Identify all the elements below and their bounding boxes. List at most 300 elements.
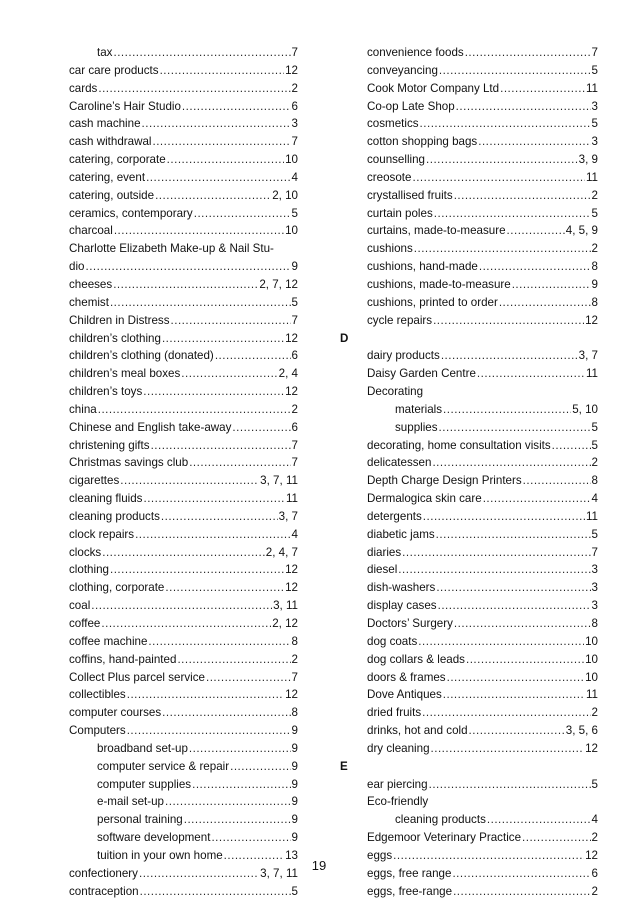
index-term: dried fruits: [367, 706, 422, 720]
index-term: Christmas savings club: [69, 456, 189, 470]
index-subentry: [367, 401, 598, 419]
dot-leader: [85, 258, 290, 276]
index-entry: [367, 365, 598, 383]
index-term: materials: [395, 402, 443, 416]
index-term: Daisy Garden Centre: [367, 367, 476, 381]
dot-leader: [127, 686, 284, 704]
index-term: chemist: [69, 295, 109, 309]
dot-leader: [167, 151, 284, 169]
dot-leader: [232, 419, 290, 437]
index-page-refs: 7: [291, 456, 298, 470]
index-page-refs: 2: [591, 831, 598, 845]
index-term: cards: [69, 81, 98, 95]
dot-leader: [114, 222, 284, 240]
dot-leader: [441, 347, 578, 365]
index-page-refs: 5: [591, 438, 598, 452]
index-term: convenience foods: [367, 46, 464, 59]
index-page-refs: 5: [291, 206, 298, 220]
index-term: ear piercing: [367, 777, 428, 791]
dot-leader: [182, 98, 291, 116]
index-entry: [367, 686, 598, 704]
index-term: christening gifts: [69, 438, 150, 452]
index-entry: [69, 115, 298, 133]
index-page-refs: 6: [291, 349, 298, 363]
index-entry: [367, 44, 598, 62]
index-term: cash withdrawal: [69, 135, 152, 149]
dot-leader: [120, 472, 259, 490]
dot-leader: [478, 133, 590, 151]
index-entry: [69, 365, 298, 383]
index-page-refs: 5: [591, 117, 598, 131]
index-page-refs: 9: [291, 741, 298, 755]
index-entry: [69, 704, 298, 722]
index-term: Dove Antiques: [367, 688, 442, 702]
index-subentry: [69, 758, 298, 776]
index-subentry: [69, 44, 298, 62]
index-page-refs: 8: [291, 706, 298, 720]
index-term: clothing, corporate: [69, 581, 165, 595]
index-page-refs: 8: [591, 260, 598, 274]
index-page-refs: 2: [291, 402, 298, 416]
dot-leader: [423, 508, 585, 526]
dot-leader: [465, 44, 591, 62]
index-entry: [69, 222, 298, 240]
index-entry: [367, 454, 598, 472]
index-term: dry cleaning: [367, 741, 430, 755]
index-entry: [69, 669, 298, 687]
index-page-refs: 12: [285, 63, 298, 77]
index-term: computer service & repair: [97, 759, 230, 773]
index-page-refs: 3, 7: [578, 349, 598, 363]
dot-leader: [436, 579, 590, 597]
index-term: Chinese and English take-away: [69, 420, 232, 434]
dot-leader: [181, 365, 277, 383]
index-entry: [367, 722, 598, 740]
index-page-refs: 10: [585, 652, 598, 666]
dot-leader: [211, 829, 290, 847]
dot-leader: [194, 205, 291, 223]
index-entry: [69, 383, 298, 401]
index-term: clothing: [69, 563, 109, 577]
index-entry: [367, 258, 598, 276]
index-term: cushions: [367, 242, 413, 256]
index-term: coffee: [69, 617, 101, 630]
index-line: Charlotte Elizabeth Make-up & Nail Stu-: [69, 242, 274, 256]
index-entry: [69, 133, 298, 151]
index-page-refs: 2, 4, 7: [265, 545, 298, 559]
index-page-refs: 3: [291, 117, 298, 131]
index-term: Computers: [69, 724, 126, 738]
index-term: Caroline’s Hair Studio: [69, 99, 181, 113]
index-term: supplies: [395, 420, 438, 434]
index-entry: [367, 62, 598, 80]
index-entry: [367, 187, 598, 205]
dot-leader: [162, 704, 290, 722]
index-entry: [367, 740, 598, 758]
dot-leader: [148, 633, 290, 651]
index-page-refs: 3, 11: [273, 599, 298, 613]
index-entry: [367, 669, 598, 687]
index-term: dish-washers: [367, 581, 436, 595]
index-entry: [367, 222, 598, 240]
index-term: delicatessen: [367, 456, 432, 470]
index-page-refs: 8: [591, 617, 598, 630]
index-term: conveyancing: [367, 63, 438, 77]
dot-leader: [434, 205, 591, 223]
index-entry: [69, 633, 298, 651]
index-entry: [367, 544, 598, 562]
index-entry: [69, 579, 298, 597]
dot-leader: [189, 454, 290, 472]
dot-leader: [152, 133, 290, 151]
index-entry: [69, 419, 298, 437]
index-page-refs: 10: [285, 153, 298, 167]
index-subentry: [69, 793, 298, 811]
index-entry: [367, 472, 598, 490]
dot-leader: [143, 383, 284, 401]
index-entry: [69, 686, 298, 704]
index-term: cushions, made-to-measure: [367, 277, 511, 291]
index-entry: [69, 561, 298, 579]
index-term: dog coats: [367, 634, 418, 648]
index-term: Collect Plus parcel service: [69, 670, 205, 684]
index-entry: [69, 330, 298, 348]
index-entry: [69, 651, 298, 669]
index-term: Dermalogica skin care: [367, 492, 482, 506]
index-term: coffins, hand-painted: [69, 652, 177, 666]
index-page-refs: 9: [291, 260, 298, 274]
index-page-refs: 6: [591, 866, 598, 880]
index-term: cigarettes: [69, 474, 120, 488]
index-entry: [367, 633, 598, 651]
index-entry: [367, 98, 598, 116]
index-page-refs: 3, 7, 11: [260, 866, 298, 880]
index-term: software development: [97, 831, 211, 845]
index-term: car care products: [69, 63, 159, 77]
index-term: decorating, home consultation visits: [367, 438, 551, 452]
index-page-refs: 2: [591, 706, 598, 720]
index-entry: [69, 722, 298, 740]
dot-leader: [98, 80, 290, 98]
index-page-refs: 3: [591, 581, 598, 595]
index-term: tuition in your own home: [97, 848, 223, 862]
index-term: detergents: [367, 509, 422, 523]
page-number: 19: [311, 858, 327, 873]
index-page-refs: 7: [291, 135, 298, 149]
index-term: Cook Motor Company Ltd: [367, 81, 500, 95]
index-entry: [69, 151, 298, 169]
dot-leader: [454, 187, 591, 205]
dot-leader: [160, 62, 285, 80]
dot-leader: [140, 883, 291, 901]
dot-leader: [171, 312, 291, 330]
dot-leader: [447, 669, 584, 687]
section-letter-heading: E: [340, 760, 348, 773]
dot-leader: [113, 276, 258, 294]
index-page-refs: 10: [285, 224, 298, 238]
dot-leader: [466, 651, 584, 669]
index-page-refs: 5: [591, 420, 598, 434]
index-term: doors & frames: [367, 670, 446, 684]
index-page-refs: 7: [291, 46, 298, 59]
index-page-refs: 2: [591, 884, 598, 898]
dot-leader: [439, 62, 591, 80]
index-term: cushions, hand-made: [367, 260, 478, 274]
index-page-refs: 3, 5, 6: [565, 724, 598, 738]
index-entry: [69, 437, 298, 455]
dot-leader: [479, 258, 591, 276]
index-term: china: [69, 402, 97, 416]
index-term: cash machine: [69, 117, 141, 131]
index-term: counselling: [367, 153, 426, 167]
index-entry: [69, 454, 298, 472]
index-term: Depth Charge Design Printers: [367, 474, 522, 488]
index-term: coffee machine: [69, 634, 148, 648]
dot-leader: [426, 151, 578, 169]
index-term: computer courses: [69, 706, 162, 720]
dot-leader: [433, 312, 584, 330]
index-page-refs: 11: [585, 170, 598, 184]
index-entry: [69, 615, 298, 633]
index-page-refs: 5: [591, 63, 598, 77]
index-term: contraception: [69, 884, 139, 898]
index-page-refs: 11: [585, 81, 598, 95]
index-page-refs: 5: [591, 527, 598, 541]
index-term: dio: [69, 260, 85, 274]
index-page-refs: 3: [591, 563, 598, 577]
index-term: clocks: [69, 545, 102, 559]
index-page-refs: 8: [291, 634, 298, 648]
index-page-refs: 9: [291, 777, 298, 791]
dot-leader: [432, 454, 590, 472]
index-page-refs: 4: [591, 813, 598, 827]
dot-leader: [523, 472, 591, 490]
index-term: cleaning products: [69, 509, 160, 523]
dot-leader: [436, 526, 591, 544]
index-entry: [69, 276, 298, 294]
index-term: catering, corporate: [69, 153, 166, 167]
index-line: Decorating: [367, 385, 424, 399]
index-page-refs: 10: [585, 634, 598, 648]
index-subentry: [69, 811, 298, 829]
dot-leader: [552, 437, 591, 455]
dot-leader: [499, 294, 591, 312]
dot-leader: [454, 615, 591, 633]
index-page-refs: 2: [591, 188, 598, 202]
dot-leader: [206, 669, 291, 687]
heading-spacer: [367, 758, 598, 776]
index-entry: [69, 347, 298, 365]
index-term: eggs, free-range: [367, 884, 453, 898]
index-page-refs: 7: [291, 313, 298, 327]
index-page-refs: 6: [291, 420, 298, 434]
index-entry: [367, 205, 598, 223]
index-entry: [69, 544, 298, 562]
index-page-refs: 2: [591, 242, 598, 256]
index-term: computer supplies: [97, 777, 192, 791]
dot-leader: [215, 347, 291, 365]
index-entry: [367, 347, 598, 365]
index-term: children’s clothing (donated): [69, 349, 214, 363]
index-page-refs: 7: [291, 670, 298, 684]
index-page-refs: 8: [591, 474, 598, 488]
dot-leader: [113, 44, 290, 62]
index-term: dog collars & leads: [367, 652, 465, 666]
dot-leader: [483, 490, 591, 508]
index-term: Doctors’ Surgery: [367, 617, 453, 630]
index-term: tax: [97, 46, 113, 59]
dot-leader: [230, 758, 290, 776]
index-term: cycle repairs: [367, 313, 433, 327]
index-entry: [69, 883, 298, 901]
index-term: coal: [69, 599, 91, 613]
index-term: children’s toys: [69, 385, 143, 399]
index-page-refs: 7: [291, 438, 298, 452]
index-term: children’s clothing: [69, 331, 161, 345]
index-page-refs: 5: [591, 777, 598, 791]
index-page-refs: 9: [291, 831, 298, 845]
index-term: eggs: [367, 848, 393, 862]
dot-leader: [500, 80, 585, 98]
index-entry: [367, 115, 598, 133]
index-term: Edgemoor Veterinary Practice: [367, 831, 522, 845]
dot-leader: [453, 883, 590, 901]
dot-leader: [151, 437, 291, 455]
dot-leader: [146, 169, 290, 187]
index-entry: [367, 80, 598, 98]
dot-leader: [165, 579, 284, 597]
index-page-refs: 12: [285, 563, 298, 577]
index-term: crystallised fruits: [367, 188, 453, 202]
index-entry: [367, 615, 598, 633]
index-page-refs: 3, 7, 11: [260, 474, 298, 488]
index-term: Children in Distress: [69, 313, 170, 327]
index-entry: [367, 597, 598, 615]
dot-leader: [412, 169, 584, 187]
index-term: eggs, free range: [367, 866, 452, 880]
index-entry: [69, 98, 298, 116]
dot-leader: [127, 722, 291, 740]
dot-leader: [414, 240, 591, 258]
index-term: ceramics, contemporary: [69, 206, 193, 220]
index-term: curtain poles: [367, 206, 433, 220]
index-page-refs: 2, 12: [272, 617, 298, 630]
index-term: creosote: [367, 170, 412, 184]
index-page-refs: 11: [585, 509, 598, 523]
index-term: diabetic jams: [367, 527, 435, 541]
index-term: cosmetics: [367, 117, 419, 131]
index-subentry: [367, 811, 598, 829]
dot-leader: [143, 490, 284, 508]
dot-leader: [177, 651, 290, 669]
index-entry: [69, 508, 298, 526]
index-term: cleaning products: [395, 813, 486, 827]
dot-leader: [135, 526, 290, 544]
index-entry: [367, 508, 598, 526]
dot-leader: [429, 776, 591, 794]
index-page-refs: 12: [285, 581, 298, 595]
dot-leader: [165, 793, 291, 811]
dot-leader: [456, 98, 591, 116]
dot-leader: [142, 115, 291, 133]
index-term: drinks, hot and cold: [367, 724, 468, 738]
index-entry: [367, 294, 598, 312]
index-term: collectibles: [69, 688, 126, 702]
index-page-refs: 3: [591, 135, 598, 149]
index-page-refs: 2: [291, 652, 298, 666]
index-entry: [367, 133, 598, 151]
index-entry: [69, 312, 298, 330]
index-page-refs: 7: [591, 545, 598, 559]
index-entry: [69, 490, 298, 508]
dot-leader: [98, 401, 291, 419]
index-page-refs: 11: [585, 367, 598, 381]
index-entry: [69, 205, 298, 223]
index-entry: [367, 240, 598, 258]
dot-leader: [422, 704, 590, 722]
index-page-refs: 8: [591, 295, 598, 309]
index-term: curtains, made-to-measure: [367, 224, 506, 238]
index-page-refs: 5: [591, 206, 598, 220]
index-entry: [367, 883, 598, 901]
dot-leader: [469, 722, 565, 740]
index-term: catering, event: [69, 170, 146, 184]
dot-leader: [418, 633, 584, 651]
index-column-left: [69, 44, 298, 901]
dot-leader: [161, 508, 278, 526]
index-entry: [69, 62, 298, 80]
index-entry: [69, 294, 298, 312]
index-term: personal training: [97, 813, 183, 827]
index-term: Co-op Late Shop: [367, 99, 455, 113]
index-term: children’s meal boxes: [69, 367, 181, 381]
index-page-refs: 2, 10: [272, 188, 298, 202]
index-term: diaries: [367, 545, 402, 559]
dot-leader: [512, 276, 591, 294]
index-page-refs: 5: [291, 884, 298, 898]
index-page-refs: 5, 10: [572, 402, 598, 416]
section-letter-heading: D: [340, 331, 349, 345]
index-entry: [367, 490, 598, 508]
index-page-refs: 3, 7: [278, 509, 298, 523]
index-term: confectionery: [69, 866, 138, 880]
index-term: cotton shopping bags: [367, 135, 478, 149]
index-entry: [367, 651, 598, 669]
index-entry: [69, 472, 298, 490]
dot-leader: [110, 561, 284, 579]
index-entry: [69, 80, 298, 98]
dot-leader: [155, 187, 271, 205]
dot-leader: [477, 365, 585, 383]
index-subentry: [367, 419, 598, 437]
dot-leader: [192, 776, 290, 794]
index-page-refs: 4: [591, 492, 598, 506]
index-entry: [367, 151, 598, 169]
index-entry: [367, 776, 598, 794]
dot-leader: [487, 811, 591, 829]
index-page-refs: 12: [285, 331, 298, 345]
index-page-refs: 2: [591, 456, 598, 470]
index-page-refs: 10: [585, 670, 598, 684]
dot-leader: [101, 615, 271, 633]
dot-leader: [189, 740, 291, 758]
heading-spacer: [367, 330, 598, 348]
index-entry: [69, 597, 298, 615]
index-entry: [69, 169, 298, 187]
index-term: catering, outside: [69, 188, 155, 202]
index-page-refs: 5: [291, 295, 298, 309]
index-page-refs: 4: [291, 170, 298, 184]
